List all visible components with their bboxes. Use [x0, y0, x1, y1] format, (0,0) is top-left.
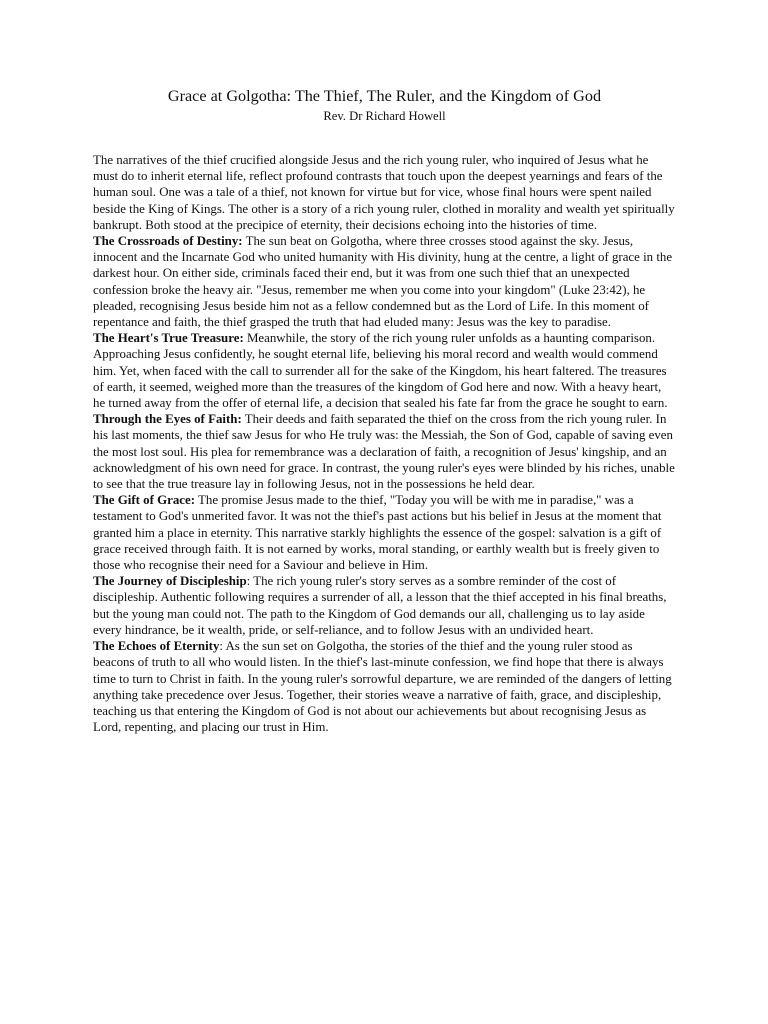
section-heading: The Echoes of Eternity: [93, 639, 220, 654]
section-heading: The Heart's True Treasure:: [93, 331, 244, 346]
section-text: The sun beat on Golgotha, where three crosses stood against the sky. Jesus, innocent and the Incarnate God who united humanity with His divinity, hung at the centre, a light of grace in the darkest hour. On either side, criminals faced their end, but it was from one such thief that an unexpected confession broke the heavy air. "Jesus, remember me when you come into your kingdom" (Luke 23:42), he pleaded, recognising Jesus beside him not as a fellow condemned but as the Lord of Life. In this moment of repentance and faith, the thief grasped the truth that had eluded many: Jesus was the key to paradise.: [93, 234, 673, 330]
section-gift-of-grace: [93, 492, 676, 573]
section-heading: Through the Eyes of Faith:: [93, 412, 242, 427]
section-text: Their deeds and faith separated the thief on the cross from the rich young ruler. In his last moments, the thief saw Jesus for who He truly was: the Messiah, the Son of God, capable of saving even the most lost soul. His plea for remembrance was a declaration of faith, a recognition of Jesus' kingship, and an acknowledgment of his own need for grace. In contrast, the young ruler's eyes were blinded by his riches, unable to see that the true treasure lay in following Jesus, not in the possessions he held dear.: [93, 412, 675, 492]
section-crossroads-of-destiny: [93, 233, 676, 330]
section-journey-of-discipleship: [93, 573, 676, 638]
section-text: Meanwhile, the story of the rich young ruler unfolds as a haunting comparison. Approaching Jesus confidently, he sought eternal life, believing his moral record and wealth would commend him. Yet, when faced with the call to surrender all for the sake of the Kingdom, his heart faltered. The treasures of earth, it seemed, weighed more than the treasures of the kingdom of God here and now. With a heavy heart, he turned away from the offer of eternal life, a decision that sealed his fate far from the grace he sought to earn.: [93, 331, 668, 411]
section-echoes-of-eternity: [93, 638, 676, 735]
section-text: : As the sun set on Golgotha, the stories of the thief and the young ruler stood as beacons of truth to all who would listen. In the thief's last-minute confession, we find hope that there is always time to turn to Christ in faith. In the young ruler's sorrowful departure, we are reminded of the dangers of letting anything take precedence over Jesus. Together, their stories weave a narrative of faith, grace, and discipleship, teaching us that entering the Kingdom of God is not about our achievements but about recognising Jesus as Lord, repenting, and placing our trust in Him.: [93, 639, 672, 735]
section-hearts-true-treasure: [93, 330, 676, 411]
section-heading: The Gift of Grace:: [93, 493, 196, 508]
intro-paragraph: The narratives of the thief crucified alongside Jesus and the rich young ruler, who inquired of Jesus what he must do to inherit eternal life, reflect profound contrasts that touch upon the deepest yearnings and fears of the human soul. One was a tale of a thief, not known for virtue but for vice, whose final hours were spent nailed beside the King of Kings. The other is a story of a rich young ruler, clothed in morality and wealth yet spiritually bankrupt. Both stood at the precipice of eternity, their decisions echoing into the histories of time.: [93, 153, 675, 232]
document-body: [93, 152, 676, 735]
document-title: Grace at Golgotha: The Thief, The Ruler, and the Kingdom of God: [167, 87, 602, 105]
section-text: : The rich young ruler's story serves as a sombre reminder of the cost of discipleship. Authentic following requires a surrender of all, a lesson that the thief accepted in his final breaths, but the young man could not. The path to the Kingdom of God demands our all, challenging us to lay aside every hindrance, be it wealth, pride, or self-reliance, and to follow Jesus with an undivided heart.: [93, 574, 667, 637]
section-heading: The Crossroads of Destiny:: [93, 234, 243, 249]
section-eyes-of-faith: [93, 411, 676, 492]
document-author: Rev. Dr Richard Howell: [323, 109, 446, 123]
section-heading: The Journey of Discipleship: [93, 574, 247, 589]
section-text: The promise Jesus made to the thief, "Today you will be with me in paradise," was a testament to God's unmerited favor. It was not the thief's past actions but his belief in Jesus at the moment that granted him a place in eternity. This narrative starkly highlights the essence of the gospel: salvation is a gift of grace received through faith. It is not earned by works, moral standing, or earthly wealth but is freely given to those who recognise their need for a Saviour and believe in Him.: [93, 493, 662, 573]
